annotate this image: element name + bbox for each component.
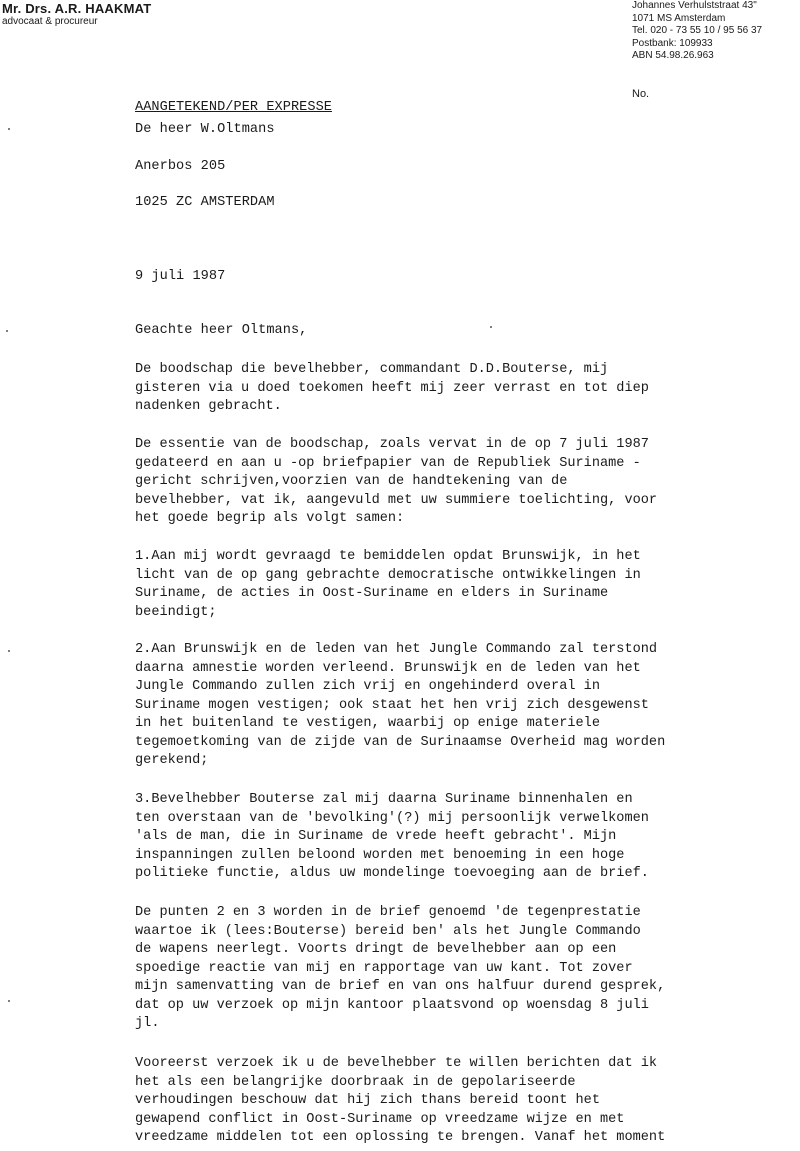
text-line: licht van de op gang gebrachte democratische ontwikkelingen in: [135, 567, 641, 583]
paragraph-summary: [135, 436, 795, 529]
text-line: 'als de man, die in Suriname de vrede heeft gebracht'. Mijn: [135, 829, 617, 844]
delivery-method: AANGETEKEND/PER EXPRESSE: [135, 100, 332, 115]
recipient-street: Anerbos 205: [135, 159, 226, 174]
text-line: 1.Aan mij wordt gevraagd te bemiddelen opdat Brunswijk, in het: [135, 549, 641, 564]
text-line: gericht schrijven,voorzien van de handtekening van de: [135, 474, 568, 489]
text-line: het als een belangrijke doorbraak in de gepolariseerde: [135, 1074, 576, 1090]
address-line: 1071 MS Amsterdam: [632, 12, 726, 24]
text-line: bevelhebber, vat ik, aangevuld met uw summiere toelichting, voor: [135, 492, 658, 508]
recipient-city: 1025 ZC AMSTERDAM: [135, 195, 275, 210]
text-line: daarna amnestie worden verleend. Brunswijk en de leden van het: [135, 660, 641, 676]
address-line: Tel. 020 - 73 55 10 / 95 56 37: [632, 25, 763, 37]
text-line: De essentie van de boodschap, zoals vervat in de op 7 juli 1987: [135, 437, 649, 452]
point-2: [135, 641, 795, 771]
text-line: vreedzame middelen tot een oplossing te brengen. Vanaf het moment: [135, 1130, 666, 1145]
scan-speck: [8, 1000, 10, 1002]
text-line: gewapend conflict in Oost-Suriname op vreedzame wijze en met: [135, 1111, 625, 1127]
text-line: inspanningen zullen beloond worden met benoeming in een hoge: [135, 847, 625, 863]
recipient-name: De heer W.Oltmans: [135, 122, 275, 137]
text-line: verhoudingen beschouw dat hij zich thans bereid toont het: [135, 1093, 600, 1108]
text-line: dat op uw verzoek op mijn kantoor plaatsvond op woensdag 8 juli: [135, 997, 649, 1013]
address-line: Postbank: 109933: [632, 37, 713, 49]
text-line: gerekend;: [135, 753, 209, 768]
text-line: ten overstaan van de 'bevolking'(?) mij persoonlijk verwelkomen: [135, 810, 649, 826]
text-line: Suriname, de acties in Oost-Suriname en elders in Suriname: [135, 586, 609, 601]
paragraph-response: [135, 1055, 795, 1148]
reference-number-label: No.: [632, 88, 650, 100]
text-line: Jungle Commando zullen zich vrij en ongehinderd overal in: [135, 679, 600, 694]
sender-address: [632, 0, 762, 63]
text-line: het goede begrip als volgt samen:: [135, 511, 405, 526]
paragraph-points-summary: [135, 904, 795, 1034]
text-line: De boodschap die bevelhebber, commandant D.D.Bouterse, mij: [135, 362, 609, 377]
text-line: in het buitenland te vestigen, waarbij op enige materiele: [135, 716, 600, 731]
scan-speck: [6, 330, 8, 332]
address-line: Johannes Verhulststraat 43": [632, 0, 757, 11]
text-line: Vooreerst verzoek ik u de bevelhebber te willen berichten dat ik: [135, 1056, 658, 1071]
letter-date: 9 juli 1987: [135, 269, 226, 284]
scan-speck: [8, 128, 10, 130]
salutation: Geachte heer Oltmans,: [135, 323, 308, 338]
text-line: mijn samenvatting van de brief en van ons halfuur durend gesprek,: [135, 979, 666, 994]
text-line: politieke functie, aldus uw mondelinge toevoeging aan de brief.: [135, 866, 649, 881]
sender-role: advocaat & procureur: [2, 16, 98, 27]
text-line: beeindigt;: [135, 604, 217, 620]
text-line: waartoe ik (lees:Bouterse) bereid ben' als het Jungle Commando: [135, 923, 641, 939]
point-1: [135, 548, 795, 622]
scan-speck: [8, 650, 10, 652]
text-line: 3.Bevelhebber Bouterse zal mij daarna Suriname binnenhalen en: [135, 792, 633, 807]
text-line: jl.: [135, 1016, 160, 1031]
paragraph-intro: [135, 361, 795, 417]
scan-speck: [490, 326, 492, 328]
text-line: 2.Aan Brunswijk en de leden van het Jungle Commando zal terstond: [135, 642, 658, 657]
text-line: Suriname mogen vestigen; ook staat het hen vrij zich desgewenst: [135, 697, 649, 713]
text-line: De punten 2 en 3 worden in de brief genoemd 'de tegenprestatie: [135, 905, 641, 920]
text-line: tegemoetkoming van de zijde van de Surinaamse Overheid mag worden: [135, 734, 666, 750]
sender-name: Mr. Drs. A.R. HAAKMAT: [2, 1, 152, 16]
text-line: nadenken gebracht.: [135, 399, 282, 414]
address-line: ABN 54.98.26.963: [632, 50, 714, 62]
text-line: gisteren via u doed toekomen heeft mij zeer verrast en tot diep: [135, 380, 649, 396]
text-line: gedateerd en aan u -op briefpapier van de Republiek Suriname -: [135, 455, 641, 471]
text-line: de wapens neerlegt. Voorts dringt de bevelhebber aan op een: [135, 942, 617, 957]
text-line: spoedige reactie van mij en rapportage van uw kant. Tot zover: [135, 960, 633, 976]
point-3: [135, 791, 795, 884]
